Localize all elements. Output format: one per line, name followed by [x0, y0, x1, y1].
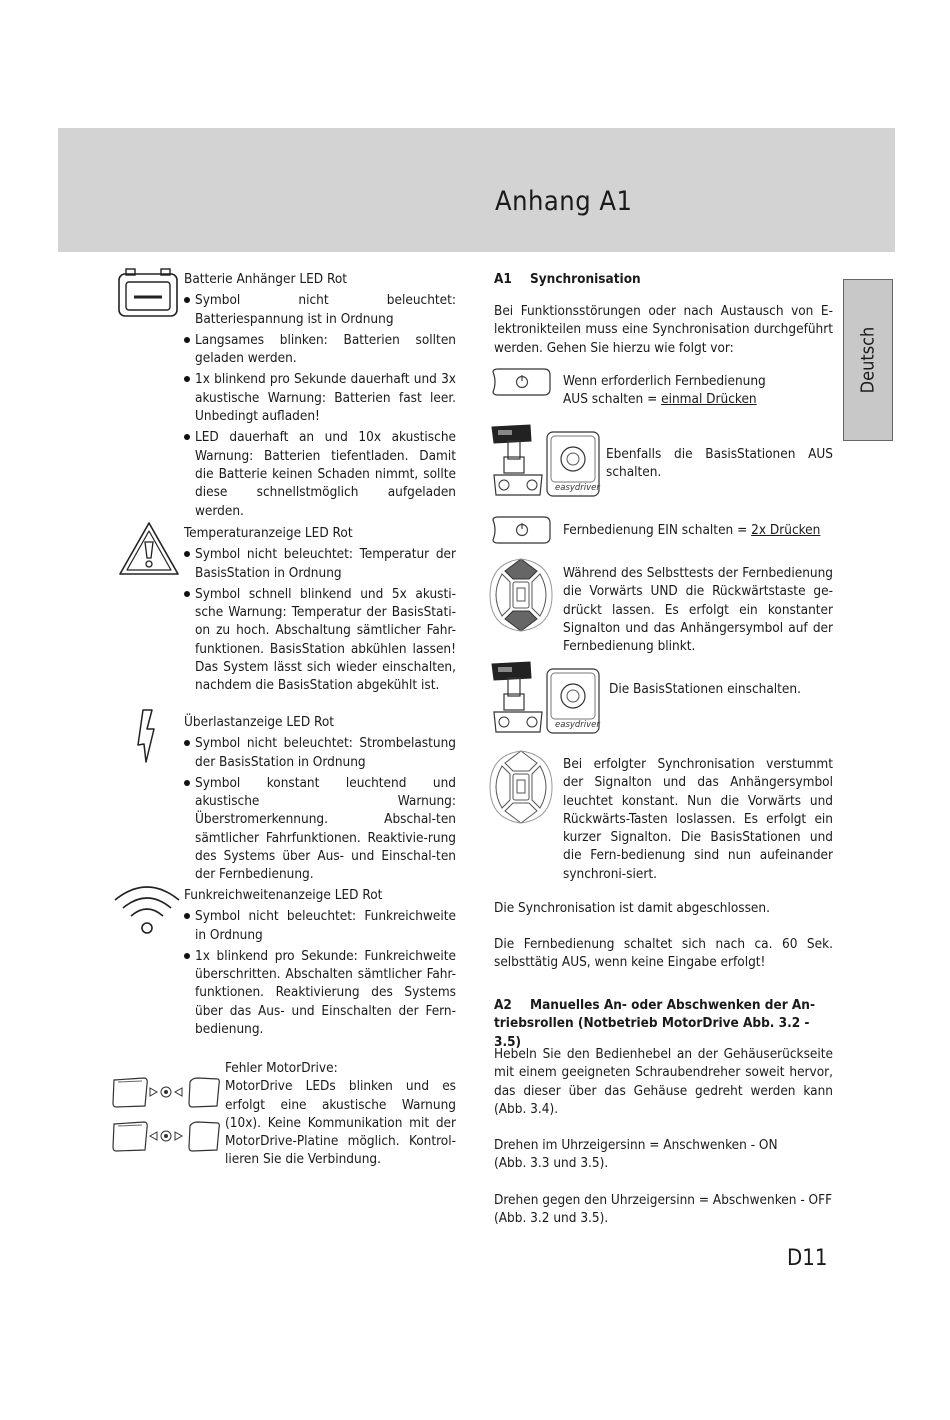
motordrive-text: MotorDrive LEDs blinken und es erfolgt eine akustische Warnung (10x). Keine Kommunikation mit der MotorDrive-Platine möglich. Kontrol-lieren Sie die Verbindung. [225, 1078, 456, 1168]
step1-line2 [563, 390, 833, 408]
a1-intro: Bei Funktionsstörungen oder nach Austausch von E-lektronikteilen muss eine Synchronisation durchgeführt werden. Gehen Sie hierzu wie folgt vor: [494, 303, 833, 356]
motordrive-title: Fehler MotorDrive: [225, 1060, 338, 1076]
motordrive-led-out-icon [112, 1076, 222, 1110]
base-station-switch-icon [490, 660, 602, 738]
page-number: D11 [787, 1246, 828, 1271]
step1-line1: Wenn erforderlich Fernbedienung [563, 373, 766, 389]
a1-auto-off-text: Die Fernbedienung schaltet sich nach ca. 60 Sek. selbsttätig AUS, wenn keine Eingabe erfolgt! [494, 936, 833, 971]
step3-line [563, 521, 833, 539]
step1-line2-text: AUS schalten = [563, 391, 662, 408]
step3-text: Fernbedienung EIN schalten = [563, 522, 752, 538]
battery-bullet: LED dauerhaft an und 10x akustische Warnung: Batterien tiefentladen. Damit die Batterie keinen Schaden nimmt, sollte diese schnellstmöglich aufgeladen werden. [184, 428, 456, 519]
remote-power-button-icon [490, 367, 552, 397]
language-tab-label: Deutsch [857, 326, 879, 394]
radio-bullet: 1x blinkend pro Sekunde: Funkreichweite überschritten. Abschalten sämtlicher Fahr-funktionen. Reaktivierung des Systems über das Aus- und Einschalten der Fern-bedienung. [184, 947, 456, 1038]
section-a2-heading [494, 996, 834, 1051]
overload-bullet: Symbol konstant leuchtend und akustische Warnung: Überstromerkennung. Abschal-ten sämtlicher Fahrfunktionen. Reaktivie-rung des Systems über Aus- und Einschal-ten der Fernbedienung. [184, 774, 456, 884]
page-title: Anhang A1 [495, 186, 633, 217]
header-band [58, 128, 895, 252]
radio-bullet: Symbol nicht beleuchtet: Funkreichweite in Ordnung [184, 907, 456, 944]
step2-text: Ebenfalls die BasisStationen AUS schalten. [606, 446, 833, 481]
remote-power-button-icon [490, 515, 552, 545]
language-tab [843, 279, 893, 441]
a2-paragraph-2-line2: (Abb. 3.3 und 3.5). [494, 1155, 609, 1172]
a2-paragraph-2-line1: Drehen im Uhrzeigersinn = Anschwenken - ON [494, 1137, 778, 1153]
a2-paragraph-3-line1: Drehen gegen den Uhrzeigersinn = Abschwenken - OFF [494, 1192, 833, 1208]
section-a2-title-line2: triebsrollen (Notbetrieb MotorDrive Abb. 3.2 - 3.5) [494, 1015, 810, 1050]
direction-pad-released-icon [488, 749, 554, 825]
battery-bullet: Symbol nicht beleuchtet: Batteriespannung ist in Ordnung [184, 291, 456, 328]
section-a1-title: Synchronisation [530, 271, 641, 287]
step4-text: Während des Selbsttests der Fernbedienung die Vorwärts UND die Rückwärtstaste ge-drückt lassen. Es erfolgt ein konstanter Signalton und das Anhängersymbol auf der Fernbedienung blinkt. [563, 565, 833, 655]
battery-bullet: Langsames blinken: Batterien sollten geladen werden. [184, 331, 456, 368]
step6-text: Bei erfolgter Synchronisation verstummt der Signalton und das Anhängersymbol leuchtet konstant. Nun die Vorwärts und Rückwärts-Tasten loslassen. Es erfolgt ein kurzer Signalton. Die BasisStationen und die Fern-bedienung sind nun aufeinander synchroni-siert. [563, 756, 833, 882]
step1-emphasis: einmal Drücken [661, 391, 757, 408]
battery-icon [117, 268, 179, 318]
step5-text: Die BasisStationen einschalten. [609, 681, 801, 697]
easydriver-brand-label: easydriver [555, 720, 600, 730]
battery-title: Batterie Anhänger LED Rot [184, 271, 348, 287]
lightning-icon [134, 708, 158, 764]
a1-done-text: Die Synchronisation ist damit abgeschlossen. [494, 900, 770, 916]
temperature-bullet: Symbol nicht beleuchtet: Temperatur der BasisStation in Ordnung [184, 545, 456, 582]
section-a1-heading [494, 270, 834, 288]
motordrive-led-in-icon [112, 1120, 222, 1154]
step3-emphasis: 2x Drücken [751, 522, 821, 538]
a2-paragraph-3-line2: (Abb. 3.2 und 3.5). [494, 1210, 609, 1227]
temperature-bullet: Symbol schnell blinkend und 5x akusti-sche Warnung: Temperatur der BasisStati-on zu hoch. Abschaltung sämtlicher Fahr-funktionen. BasisStation abkühlen lassen! Das System lässt sich wieder einschalten, nachdem die BasisStation abgekühlt ist. [184, 585, 456, 695]
warning-triangle-icon [117, 520, 181, 578]
easydriver-brand-label: easydriver [555, 483, 600, 493]
section-a1-number: A1 [494, 271, 512, 287]
a2-paragraph-1: Hebeln Sie den Bedienhebel an der Gehäuserückseite mit einem geeigneten Schraubendreher soweit hervor, das dieser über das Gehäuse gedreht werden kann (Abb. 3.4). [494, 1046, 833, 1117]
radio-title: Funkreichweitenanzeige LED Rot [184, 887, 383, 903]
overload-title: Überlastanzeige LED Rot [184, 714, 335, 730]
section-a2-title-line1: Manuelles An- oder Abschwenken der An- [530, 997, 815, 1013]
direction-pad-pressed-icon [488, 557, 554, 633]
base-station-switch-icon [490, 423, 602, 501]
wifi-icon [112, 880, 182, 936]
overload-bullet: Symbol nicht beleuchtet: Strombelastung der BasisStation in Ordnung [184, 734, 456, 771]
battery-bullet: 1x blinkend pro Sekunde dauerhaft und 3x akustische Warnung: Batterien fast leer. Unbedingt aufladen! [184, 370, 456, 425]
temperature-title: Temperaturanzeige LED Rot [184, 525, 353, 541]
section-a2-number: A2 [494, 997, 512, 1013]
